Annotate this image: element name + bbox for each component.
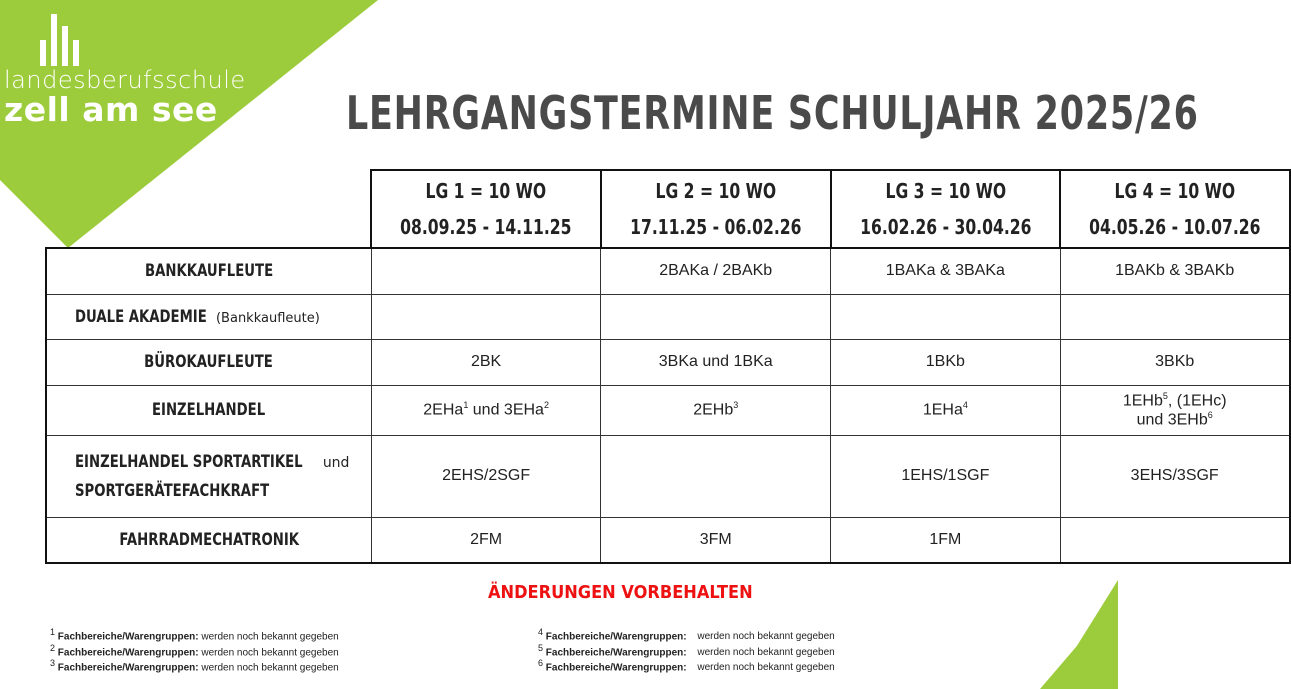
table-row (46, 517, 1290, 563)
table-cell: 2EHS/2SGF (371, 435, 601, 517)
table-cell (371, 294, 601, 339)
table-row (46, 339, 1290, 385)
table-cell: 1EHb$^5$, (1EHc) und 3EHb$^6$ (1060, 385, 1290, 435)
table-row (46, 294, 1290, 339)
table-cell: 1BKb (831, 339, 1061, 385)
table-cell: 2FM (371, 517, 601, 563)
footnote: $^3$ Fachbereiche/Warengruppen: werden noch bekannt gegeben (50, 658, 339, 674)
logo-text-big: zell am see (4, 90, 218, 129)
table-cell: 1EHS/1SGF (831, 435, 1061, 517)
table-cell: 3BKb (1060, 339, 1290, 385)
row-label-einzelhandel: EINZELHANDEL (46, 385, 371, 435)
table-cell: 2BK (371, 339, 601, 385)
header-empty-cell (46, 170, 371, 248)
table-cell (601, 294, 831, 339)
table-cell: 3EHS/3SGF (1060, 435, 1290, 517)
footnote: $^2$ Fachbereiche/Warengruppen: werden noch bekannt gegeben (50, 643, 339, 659)
table-row (46, 248, 1290, 294)
table-cell: 2BAKa / 2BAKb (601, 248, 831, 294)
changes-notice: ÄNDERUNGEN VORBEHALTEN (488, 582, 753, 603)
table-cell: 3FM (601, 517, 831, 563)
table-cell: 2EHb$^3$ (601, 385, 831, 435)
footnote: $^6$ Fachbereiche/Warengruppen: werden noch bekannt gegeben (538, 658, 835, 674)
table-cell: 1FM (831, 517, 1061, 563)
row-label-fahrradmechatronik: FAHRRADMECHATRONIK (46, 517, 371, 563)
logo-bars-icon (40, 14, 100, 66)
header-lg1: LG 1 = 10 WO 08.09.25 - 14.11.25 (371, 170, 601, 248)
table-header-row (46, 170, 1290, 248)
row-label-duale-akademie: DUALE AKADEMIE (Bankkaufleute) (46, 294, 371, 339)
schedule-table (45, 169, 1291, 564)
logo-text-small: landesberufsschule (4, 66, 246, 94)
footnote: $^4$ Fachbereiche/Warengruppen: werden noch bekannt gegeben (538, 627, 835, 643)
table-cell (831, 294, 1061, 339)
row-label-buerokaufleute: BÜROKAUFLEUTE (46, 339, 371, 385)
header-lg4: LG 4 = 10 WO 04.05.26 - 10.07.26 (1060, 170, 1290, 248)
header-lg2: LG 2 = 10 WO 17.11.25 - 06.02.26 (601, 170, 831, 248)
footnote: $^5$ Fachbereiche/Warengruppen: werden noch bekannt gegeben (538, 643, 835, 659)
table-cell: 1BAKb & 3BAKb (1060, 248, 1290, 294)
table-cell (371, 248, 601, 294)
table-row (46, 435, 1290, 517)
page-title: LEHRGANGSTERMINE SCHULJAHR 2025/26 (346, 86, 1199, 140)
table-row (46, 385, 1290, 435)
table-cell: 1BAKa & 3BAKa (831, 248, 1061, 294)
row-label-bankkaufleute: BANKKAUFLEUTE (46, 248, 371, 294)
table-cell (1060, 517, 1290, 563)
table-cell (1060, 294, 1290, 339)
table-cell: 3BKa und 1BKa (601, 339, 831, 385)
footnote: $^1$ Fachbereiche/Warengruppen: werden noch bekannt gegeben (50, 627, 339, 643)
table-cell: 2EHa$^1$ und 3EHa$^2$ (371, 385, 601, 435)
row-label-sportartikel: EINZELHANDEL SPORTARTIKEL und SPORTGERÄTEFACHKRAFT (46, 435, 371, 517)
table-cell: 1EHa$^4$ (831, 385, 1061, 435)
table-cell (601, 435, 831, 517)
header-lg3: LG 3 = 10 WO 16.02.26 - 30.04.26 (831, 170, 1061, 248)
